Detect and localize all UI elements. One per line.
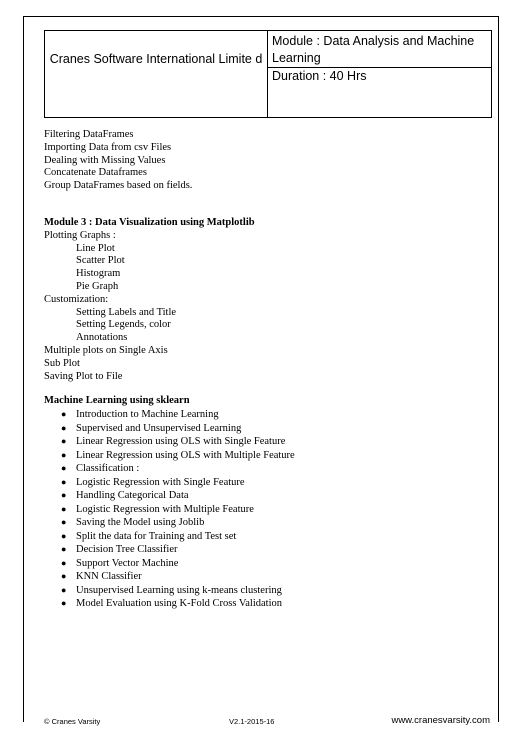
ml-bullet-item: [61, 516, 494, 530]
plot-type-item: Histogram: [76, 268, 121, 280]
course-duration: Duration : 40 Hrs: [272, 69, 367, 83]
topic-line: Dealing with Missing Values: [44, 154, 166, 166]
ml-bullet-item: [61, 422, 494, 436]
bullet-icon: ●: [61, 449, 67, 460]
bullet-text: Supervised and Unsupervised Learning: [76, 422, 242, 434]
bullet-text: Linear Regression using OLS with Single Feature: [76, 436, 286, 448]
ml-bullet-item: [61, 543, 494, 557]
plotting-label: Plotting Graphs :: [44, 229, 116, 241]
ml-bullet-item: [61, 489, 494, 503]
ml-bullet-item: [61, 570, 494, 584]
bullet-text: Split the data for Training and Test set: [76, 530, 237, 542]
module3-heading: Module 3 : Data Visualization using Matplotlib: [44, 216, 255, 228]
plot-type-item: Line Plot: [76, 242, 115, 254]
syllabus-content: [44, 129, 494, 611]
plot-type-item: Scatter Plot: [76, 255, 125, 267]
bullet-icon: ●: [61, 476, 67, 487]
bullet-text: KNN Classifier: [76, 571, 142, 583]
topic-line: Concatenate Dataframes: [44, 167, 147, 179]
company-name: Cranes Software International Limite d: [45, 31, 268, 117]
bullet-text: Logistic Regression with Multiple Feature: [76, 503, 254, 515]
page-footer: [44, 714, 490, 728]
topic-line: Saving Plot to File: [44, 370, 123, 382]
ml-bullet-list: [44, 408, 494, 611]
ml-bullet-item: [61, 503, 494, 517]
bullet-text: Unsupervised Learning using k-means clustering: [76, 584, 282, 596]
footer-copyright: © Cranes Varsity: [44, 717, 101, 726]
footer-website: www.cranesvarsity.com: [391, 715, 490, 726]
topic-line: Group DataFrames based on fields.: [44, 180, 193, 192]
plot-type-item: Pie Graph: [76, 280, 119, 292]
bullet-icon: ●: [61, 530, 67, 541]
bullet-icon: ●: [61, 436, 67, 447]
bullet-icon: ●: [61, 463, 67, 474]
bullet-icon: ●: [61, 490, 67, 501]
bullet-icon: ●: [61, 557, 67, 568]
ml-bullet-item: [61, 584, 494, 598]
bullet-text: Logistic Regression with Single Feature: [76, 476, 245, 488]
ml-bullet-item: [61, 408, 494, 422]
ml-bullet-item: [61, 476, 494, 490]
bullet-text: Decision Tree Classifier: [76, 544, 178, 556]
ml-bullet-item: [61, 557, 494, 571]
ml-bullet-item: [61, 449, 494, 463]
ml-bullet-item: [61, 597, 494, 611]
topic-line: Importing Data from csv Files: [44, 141, 172, 153]
bullet-text: Linear Regression using OLS with Multiple Feature: [76, 449, 295, 461]
footer-version: V2.1-2015-16: [229, 717, 275, 726]
bullet-icon: ●: [61, 544, 67, 555]
bullet-icon: ●: [61, 409, 67, 420]
bullet-text: Classification :: [76, 463, 140, 475]
customization-item: Setting Legends, color: [76, 319, 171, 331]
bullet-text: Handling Categorical Data: [76, 490, 189, 502]
module-title: Module : Data Analysis and Machine Learning: [268, 31, 491, 68]
bullet-text: Support Vector Machine: [76, 557, 179, 569]
customization-label: Customization:: [44, 293, 109, 305]
bullet-text: Introduction to Machine Learning: [76, 409, 219, 421]
topic-line: Sub Plot: [44, 357, 80, 369]
bullet-icon: ●: [61, 422, 67, 433]
topic-line: Multiple plots on Single Axis: [44, 344, 168, 356]
ml-bullet-item: [61, 435, 494, 449]
bullet-icon: ●: [61, 571, 67, 582]
ml-bullet-item: [61, 530, 494, 544]
customization-item: Setting Labels and Title: [76, 306, 177, 318]
header-table: [44, 30, 492, 118]
bullet-icon: ●: [61, 584, 67, 595]
bullet-text: Saving the Model using Joblib: [76, 517, 205, 529]
customization-item: Annotations: [76, 332, 128, 344]
bullet-icon: ●: [61, 517, 67, 528]
topic-line: Filtering DataFrames: [44, 129, 134, 140]
ml-heading: Machine Learning using sklearn: [44, 395, 190, 407]
bullet-text: Model Evaluation using K-Fold Cross Validation: [76, 598, 283, 610]
bullet-icon: ●: [61, 503, 67, 514]
ml-bullet-item: [61, 462, 494, 476]
bullet-icon: ●: [61, 598, 67, 609]
